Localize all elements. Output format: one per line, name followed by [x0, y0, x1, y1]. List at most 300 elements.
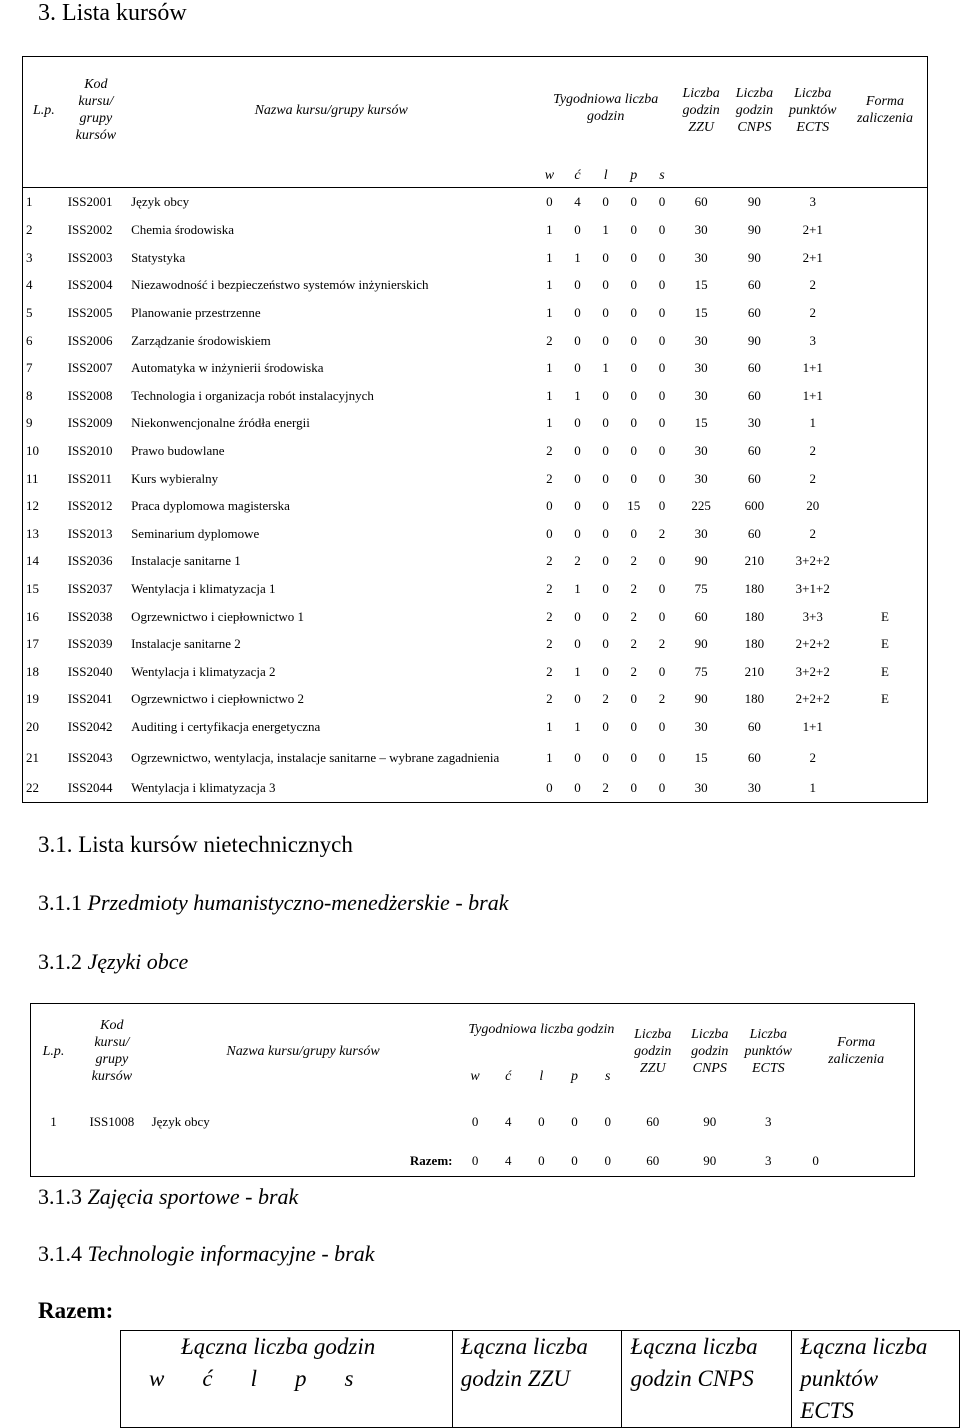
- cell-lp: 7: [26, 360, 33, 376]
- cell-ects: 2+2+2: [795, 636, 830, 652]
- cell-s: 0: [658, 277, 666, 293]
- header-l: l: [592, 164, 620, 188]
- cell-ects: 1+1: [802, 387, 823, 403]
- cell-c: 0: [574, 470, 581, 486]
- cell-s: 0: [658, 608, 666, 624]
- cell-s: 0: [658, 749, 666, 765]
- cell-lp: 9: [26, 415, 33, 431]
- cell-lp: 12: [26, 498, 39, 514]
- cell-l: 0: [602, 194, 609, 210]
- cell-w: 2: [546, 608, 553, 624]
- cell-zzu: 225: [691, 498, 711, 514]
- cell-nazwa: Wentylacja i klimatyzacja 2: [131, 663, 276, 679]
- cell-s: 0: [658, 249, 666, 265]
- header-nazwa: Nazwa kursu/grupy kursów: [254, 102, 408, 118]
- header-cnps: Liczba godzin CNPS: [735, 85, 774, 135]
- cell-c: 0: [574, 780, 581, 796]
- cell-l: 0: [602, 443, 609, 459]
- cell-c: 0: [574, 498, 581, 514]
- cell-forma: [843, 382, 928, 410]
- cell-zzu: 60: [694, 608, 708, 624]
- cell-kod: ISS2008: [67, 387, 113, 403]
- table-row: [23, 299, 928, 327]
- table-row: [23, 741, 928, 775]
- table-row: [23, 658, 928, 686]
- table-row: [23, 354, 928, 382]
- cell-l: 0: [602, 498, 609, 514]
- cell-forma: [843, 410, 928, 438]
- section-title: 3. Lista kursów: [38, 0, 187, 26]
- table-row: [23, 217, 928, 245]
- cell-p: 2: [630, 636, 638, 652]
- subsection-313: 3.1.3 Zajęcia sportowe - brak: [38, 1184, 299, 1209]
- cell-l: 0: [602, 581, 609, 597]
- cell-nazwa: Niekonwencjonalne źródła energii: [131, 415, 310, 431]
- cell-lp: 22: [26, 780, 39, 796]
- cell-forma: [843, 775, 928, 803]
- table-row: [23, 188, 928, 217]
- razem-label: Razem:: [38, 1298, 114, 1323]
- totals-table: [120, 1330, 960, 1428]
- cell-kod: ISS2006: [67, 332, 113, 348]
- cell-cnps: 60: [747, 718, 761, 734]
- cell-forma: E: [880, 608, 889, 624]
- cell-kod: ISS2013: [67, 525, 113, 541]
- table-row: [23, 575, 928, 603]
- cell-cnps: 60: [747, 277, 761, 293]
- cell-forma: [843, 520, 928, 548]
- cell-s: 2: [658, 636, 666, 652]
- cell-p: 2: [630, 581, 638, 597]
- cell-c: 0: [574, 360, 581, 376]
- cell-w: 0: [546, 780, 553, 796]
- cell-nazwa: Ogrzewnictwo i ciepłownictwo 2: [131, 691, 304, 707]
- cell-c: 0: [574, 636, 581, 652]
- cell-cnps: 600: [744, 498, 765, 514]
- cell-l: 2: [602, 691, 609, 707]
- cell-p: 0: [630, 332, 638, 348]
- cell-lp: 20: [26, 718, 39, 734]
- cell-w: 1: [546, 277, 553, 293]
- cell-p: 0: [630, 749, 638, 765]
- cell-kod: ISS2039: [67, 636, 113, 652]
- cell-kod: ISS2009: [67, 415, 113, 431]
- header-w: w: [535, 164, 563, 188]
- cell-c: 0: [574, 608, 581, 624]
- cell-ects: 1+1: [802, 360, 823, 376]
- cell-forma: [843, 548, 928, 576]
- cell-c: 1: [574, 581, 581, 597]
- table-row: [23, 410, 928, 438]
- cell-nazwa: Instalacje sanitarne 1: [131, 553, 241, 569]
- cell-kod: ISS2038: [67, 608, 113, 624]
- table-row: [23, 437, 928, 465]
- cell-w: 0: [546, 525, 553, 541]
- cell-zzu: 15: [694, 305, 708, 321]
- cell-p: 0: [630, 305, 638, 321]
- cell-s: 0: [658, 305, 666, 321]
- cell-c: 0: [574, 415, 581, 431]
- cell-w: 1: [546, 222, 553, 238]
- table-row: [23, 713, 928, 741]
- cell-zzu: 15: [694, 415, 708, 431]
- cell-c: 1: [574, 663, 581, 679]
- cell-lp: 10: [26, 443, 39, 459]
- cell-ects: 2: [809, 525, 816, 541]
- cell-p: 0: [630, 387, 638, 403]
- cell-c: 2: [574, 553, 581, 569]
- course-table: [22, 56, 928, 803]
- cell-nazwa: Auditing i certyfikacja energetyczna: [131, 718, 321, 734]
- cell-zzu: 15: [694, 277, 708, 293]
- cell-ects: 2: [809, 443, 816, 459]
- cell-s: 0: [658, 780, 666, 796]
- header-p: p: [620, 164, 648, 188]
- cell-cnps: 60: [747, 470, 761, 486]
- cell-w: 2: [546, 691, 553, 707]
- cell-p: 0: [630, 360, 638, 376]
- cell-cnps: 60: [747, 305, 761, 321]
- cell-l: 0: [602, 305, 609, 321]
- cell-p: 0: [630, 249, 638, 265]
- header-zzu: Liczba godzin ZZU: [682, 85, 720, 135]
- cell-cnps: 60: [747, 443, 761, 459]
- cell-zzu: 30: [694, 718, 708, 734]
- cell-nazwa: Prawo budowlane: [131, 443, 225, 459]
- cell-zzu: 30: [694, 249, 708, 265]
- cell-zzu: 90: [694, 553, 708, 569]
- cell-ects: 2: [809, 749, 816, 765]
- cell-kod: ISS2040: [67, 663, 113, 679]
- cell-c: 4: [574, 194, 581, 210]
- cell-forma: E: [880, 636, 889, 652]
- cell-nazwa: Praca dyplomowa magisterska: [131, 498, 290, 514]
- cell-nazwa: Chemia środowiska: [131, 222, 234, 238]
- cell-p: 2: [630, 663, 638, 679]
- cell-c: 1: [574, 249, 581, 265]
- cell-cnps: 60: [747, 749, 761, 765]
- cell-nazwa: Instalacje sanitarne 2: [131, 636, 241, 652]
- cell-l: 1: [602, 360, 609, 376]
- cell-zzu: 30: [694, 332, 708, 348]
- cell-p: 0: [630, 691, 638, 707]
- total-cnps-header: Łączna liczba godzin CNPS: [622, 1331, 792, 1428]
- cell-lp: 19: [26, 691, 39, 707]
- cell-s: 0: [658, 553, 666, 569]
- table-row: [23, 272, 928, 300]
- cell-nazwa: Planowanie przestrzenne: [131, 305, 261, 321]
- cell-l: 0: [602, 749, 609, 765]
- cell-s: 0: [658, 498, 666, 514]
- cell-cnps: 30: [747, 415, 761, 431]
- cell-forma: [843, 575, 928, 603]
- cell-c: 0: [574, 222, 581, 238]
- cell-nazwa: Język obcy: [131, 194, 190, 210]
- cell-zzu: 30: [694, 222, 708, 238]
- cell-cnps: 180: [744, 691, 765, 707]
- cell-ects: 2: [809, 305, 816, 321]
- cell-zzu: 90: [694, 636, 708, 652]
- cell-p: 0: [630, 222, 638, 238]
- cell-w: 1: [546, 360, 553, 376]
- cell-ects: 3+1+2: [795, 581, 830, 597]
- subsection-title: 3.1. Lista kursów nietechnicznych: [38, 832, 353, 857]
- cell-lp: 14: [26, 553, 39, 569]
- cell-kod: ISS2004: [67, 277, 113, 293]
- cell-s: 0: [658, 222, 666, 238]
- lang-header-ects: Liczba punktów ECTS: [744, 1026, 792, 1076]
- lang-header-kod: Kod kursu/ grupy kursów: [91, 1018, 133, 1085]
- cell-lp: 2: [26, 222, 33, 238]
- table-row: [23, 244, 928, 272]
- cell-c: 0: [574, 749, 581, 765]
- cell-c: 0: [574, 525, 581, 541]
- cell-zzu: 30: [694, 525, 708, 541]
- cell-s: 0: [658, 332, 666, 348]
- cell-w: 2: [546, 581, 553, 597]
- cell-lp: 4: [26, 277, 33, 293]
- cell-lp: 21: [26, 749, 39, 765]
- cell-zzu: 30: [694, 470, 708, 486]
- table-row: [23, 465, 928, 493]
- cell-forma: E: [880, 663, 889, 679]
- sum-row: Razem: 0 4 0 0 0 60 90 3 0: [409, 1153, 819, 1169]
- languages-table: L.p. Kod kursu/ grupy kursów Nazwa kursu/grupy kursów Tygodniowa liczba godzin Liczba godzin ZZU Liczba godzin CNPS Liczba punktów ECTS Forma zaliczenia w ć l p s 1 ISS1008 Język obcy 0 4 0 0 0 60 90 3 Razem: 0 4 0 0 0 60 90 3 0: [30, 1003, 915, 1177]
- cell-kod: ISS2007: [67, 360, 113, 376]
- total-zzu-header: Łączna liczba godzin ZZU: [452, 1331, 622, 1428]
- cell-ects: 2+1: [802, 249, 823, 265]
- lang-header-lp: L.p.: [42, 1043, 65, 1059]
- cell-p: 0: [630, 443, 638, 459]
- cell-s: 0: [658, 663, 666, 679]
- cell-ects: 3+2+2: [795, 663, 830, 679]
- cell-kod: ISS2043: [67, 749, 113, 765]
- cell-w: 1: [546, 387, 553, 403]
- cell-nazwa: Kurs wybieralny: [131, 470, 219, 486]
- cell-nazwa: Ogrzewnictwo, wentylacja, instalacje sanitarne – wybrane zagadnienia: [131, 749, 500, 765]
- cell-forma: [843, 299, 928, 327]
- cell-ects: 20: [806, 498, 820, 514]
- cell-kod: ISS2001: [67, 194, 113, 210]
- cell-w: 1: [546, 415, 553, 431]
- cell-lp: 16: [26, 608, 39, 624]
- cell-l: 0: [602, 608, 609, 624]
- cell-lp: 15: [26, 581, 39, 597]
- cell-lp: 11: [26, 470, 39, 486]
- cell-p: 0: [630, 470, 638, 486]
- cell-lp: 6: [26, 332, 33, 348]
- lang-header-tygodniowa: Tygodniowa liczba godzin: [468, 1021, 615, 1037]
- cell-kod: ISS2005: [67, 305, 113, 321]
- cell-nazwa: Wentylacja i klimatyzacja 1: [131, 581, 276, 597]
- cell-cnps: 90: [747, 332, 761, 348]
- cell-nazwa: Wentylacja i klimatyzacja 3: [131, 780, 276, 796]
- cell-c: 0: [574, 443, 581, 459]
- cell-s: 0: [658, 387, 666, 403]
- cell-w: 1: [546, 305, 553, 321]
- cell-ects: 1: [809, 780, 816, 796]
- cell-kod: ISS2036: [67, 553, 113, 569]
- cell-c: 1: [574, 387, 581, 403]
- cell-ects: 2+2+2: [795, 691, 830, 707]
- cell-p: 15: [627, 498, 641, 514]
- cell-l: 0: [602, 553, 609, 569]
- cell-cnps: 90: [747, 194, 761, 210]
- cell-p: 0: [630, 194, 638, 210]
- cell-p: 2: [630, 608, 638, 624]
- cell-ects: 1: [809, 415, 816, 431]
- cell-forma: [843, 272, 928, 300]
- lang-header-zzu: Liczba godzin ZZU: [634, 1026, 672, 1076]
- lang-header-forma: Forma zaliczenia: [828, 1035, 885, 1068]
- table-row: [23, 775, 928, 803]
- subsection-311: 3.1.1 Przedmioty humanistyczno-menedżerskie - brak: [38, 890, 509, 915]
- header-s: s: [648, 164, 676, 188]
- cell-s: 2: [658, 525, 666, 541]
- cell-ects: 3+3: [802, 608, 823, 624]
- header-kod: Kod kursu/ grupy kursów: [75, 77, 117, 144]
- cell-nazwa: Technologia i organizacja robót instalacyjnych: [131, 387, 374, 403]
- cell-w: 2: [546, 470, 553, 486]
- cell-kod: ISS2044: [67, 780, 113, 796]
- cell-kod: ISS2011: [67, 470, 113, 486]
- table-row: [23, 548, 928, 576]
- cell-cnps: 180: [744, 636, 765, 652]
- cell-kod: ISS2041: [67, 691, 113, 707]
- cell-c: 1: [574, 718, 581, 734]
- cell-forma: [843, 217, 928, 245]
- cell-nazwa: Ogrzewnictwo i ciepłownictwo 1: [131, 608, 304, 624]
- cell-ects: 3+2+2: [795, 553, 830, 569]
- cell-lp: 8: [26, 387, 33, 403]
- cell-l: 0: [602, 249, 609, 265]
- subsection-312: 3.1.2 Języki obce: [38, 949, 189, 974]
- cell-l: 0: [602, 332, 609, 348]
- cell-s: 0: [658, 360, 666, 376]
- cell-kod: ISS2002: [67, 222, 113, 238]
- cell-forma: [843, 465, 928, 493]
- table-row: [23, 686, 928, 714]
- cell-cnps: 60: [747, 525, 761, 541]
- cell-forma: [843, 188, 928, 217]
- cell-cnps: 210: [744, 663, 765, 679]
- cell-cnps: 180: [744, 581, 765, 597]
- cell-kod: ISS2003: [67, 249, 113, 265]
- cell-s: 0: [658, 443, 666, 459]
- cell-c: 0: [574, 691, 581, 707]
- cell-nazwa: Niezawodność i bezpieczeństwo systemów inżynierskich: [131, 277, 429, 293]
- header-tygodniowa: Tygodniowa liczba godzin: [553, 92, 659, 124]
- cell-ects: 2+1: [802, 222, 823, 238]
- cell-forma: [843, 713, 928, 741]
- cell-lp: 5: [26, 305, 33, 321]
- cell-kod: ISS2010: [67, 443, 113, 459]
- cell-ects: 2: [809, 277, 816, 293]
- header-ects: Liczba punktów ECTS: [789, 85, 837, 135]
- cell-w: 1: [546, 718, 553, 734]
- cell-forma: [843, 741, 928, 775]
- cell-w: 1: [546, 249, 553, 265]
- cell-s: 2: [658, 691, 666, 707]
- cell-ects: 2: [809, 470, 816, 486]
- cell-zzu: 30: [694, 360, 708, 376]
- cell-s: 0: [658, 581, 666, 597]
- cell-l: 0: [602, 470, 609, 486]
- cell-l: 0: [602, 387, 609, 403]
- cell-lp: 3: [26, 249, 33, 265]
- cell-l: 0: [602, 636, 609, 652]
- cell-forma: E: [880, 691, 889, 707]
- table-row: [23, 630, 928, 658]
- cell-ects: 3: [809, 332, 816, 348]
- cell-l: 0: [602, 415, 609, 431]
- cell-p: 0: [630, 415, 638, 431]
- cell-cnps: 60: [747, 387, 761, 403]
- cell-kod: ISS2037: [67, 581, 113, 597]
- cell-l: 2: [602, 780, 609, 796]
- cell-s: 0: [658, 415, 666, 431]
- cell-forma: [843, 244, 928, 272]
- header-forma: Forma zaliczenia: [856, 94, 913, 127]
- header-lp: L.p.: [32, 102, 55, 118]
- cell-nazwa: Zarządzanie środowiskiem: [131, 332, 271, 348]
- cell-l: 0: [602, 277, 609, 293]
- cell-cnps: 180: [744, 608, 765, 624]
- cell-cnps: 90: [747, 249, 761, 265]
- cell-zzu: 75: [694, 663, 708, 679]
- cell-lp: 17: [26, 636, 39, 652]
- cell-c: 0: [574, 305, 581, 321]
- lang-header-nazwa: Nazwa kursu/grupy kursów: [226, 1043, 380, 1059]
- cell-cnps: 30: [747, 780, 761, 796]
- cell-forma: [843, 354, 928, 382]
- cell-zzu: 90: [694, 691, 708, 707]
- cell-cnps: 90: [747, 222, 761, 238]
- cell-zzu: 75: [694, 581, 708, 597]
- cell-forma: [843, 327, 928, 355]
- cell-zzu: 30: [694, 780, 708, 796]
- cell-forma: [843, 437, 928, 465]
- cell-zzu: 60: [694, 194, 708, 210]
- cell-w: 0: [546, 498, 553, 514]
- cell-ects: 1+1: [802, 718, 823, 734]
- cell-ects: 3: [809, 194, 816, 210]
- subsection-314: 3.1.4 Technologie informacyjne - brak: [38, 1241, 375, 1266]
- cell-cnps: 210: [744, 553, 765, 569]
- cell-lp: 18: [26, 663, 39, 679]
- cell-l: 0: [602, 663, 609, 679]
- table-row: [23, 382, 928, 410]
- cell-s: 0: [658, 470, 666, 486]
- lang-header-cnps: Liczba godzin CNPS: [691, 1026, 729, 1076]
- cell-c: 0: [574, 332, 581, 348]
- cell-w: 2: [546, 636, 553, 652]
- cell-p: 2: [630, 553, 638, 569]
- table-row: [23, 492, 928, 520]
- cell-p: 0: [630, 277, 638, 293]
- cell-l: 1: [602, 222, 609, 238]
- cell-p: 0: [630, 525, 638, 541]
- cell-zzu: 15: [694, 749, 708, 765]
- cell-kod: ISS2042: [67, 718, 113, 734]
- table-row: [23, 603, 928, 631]
- cell-w: 2: [546, 443, 553, 459]
- header-c: ć: [563, 164, 591, 188]
- cell-c: 0: [574, 277, 581, 293]
- cell-kod: ISS2012: [67, 498, 113, 514]
- cell-lp: 1: [26, 194, 33, 210]
- cell-w: 2: [546, 553, 553, 569]
